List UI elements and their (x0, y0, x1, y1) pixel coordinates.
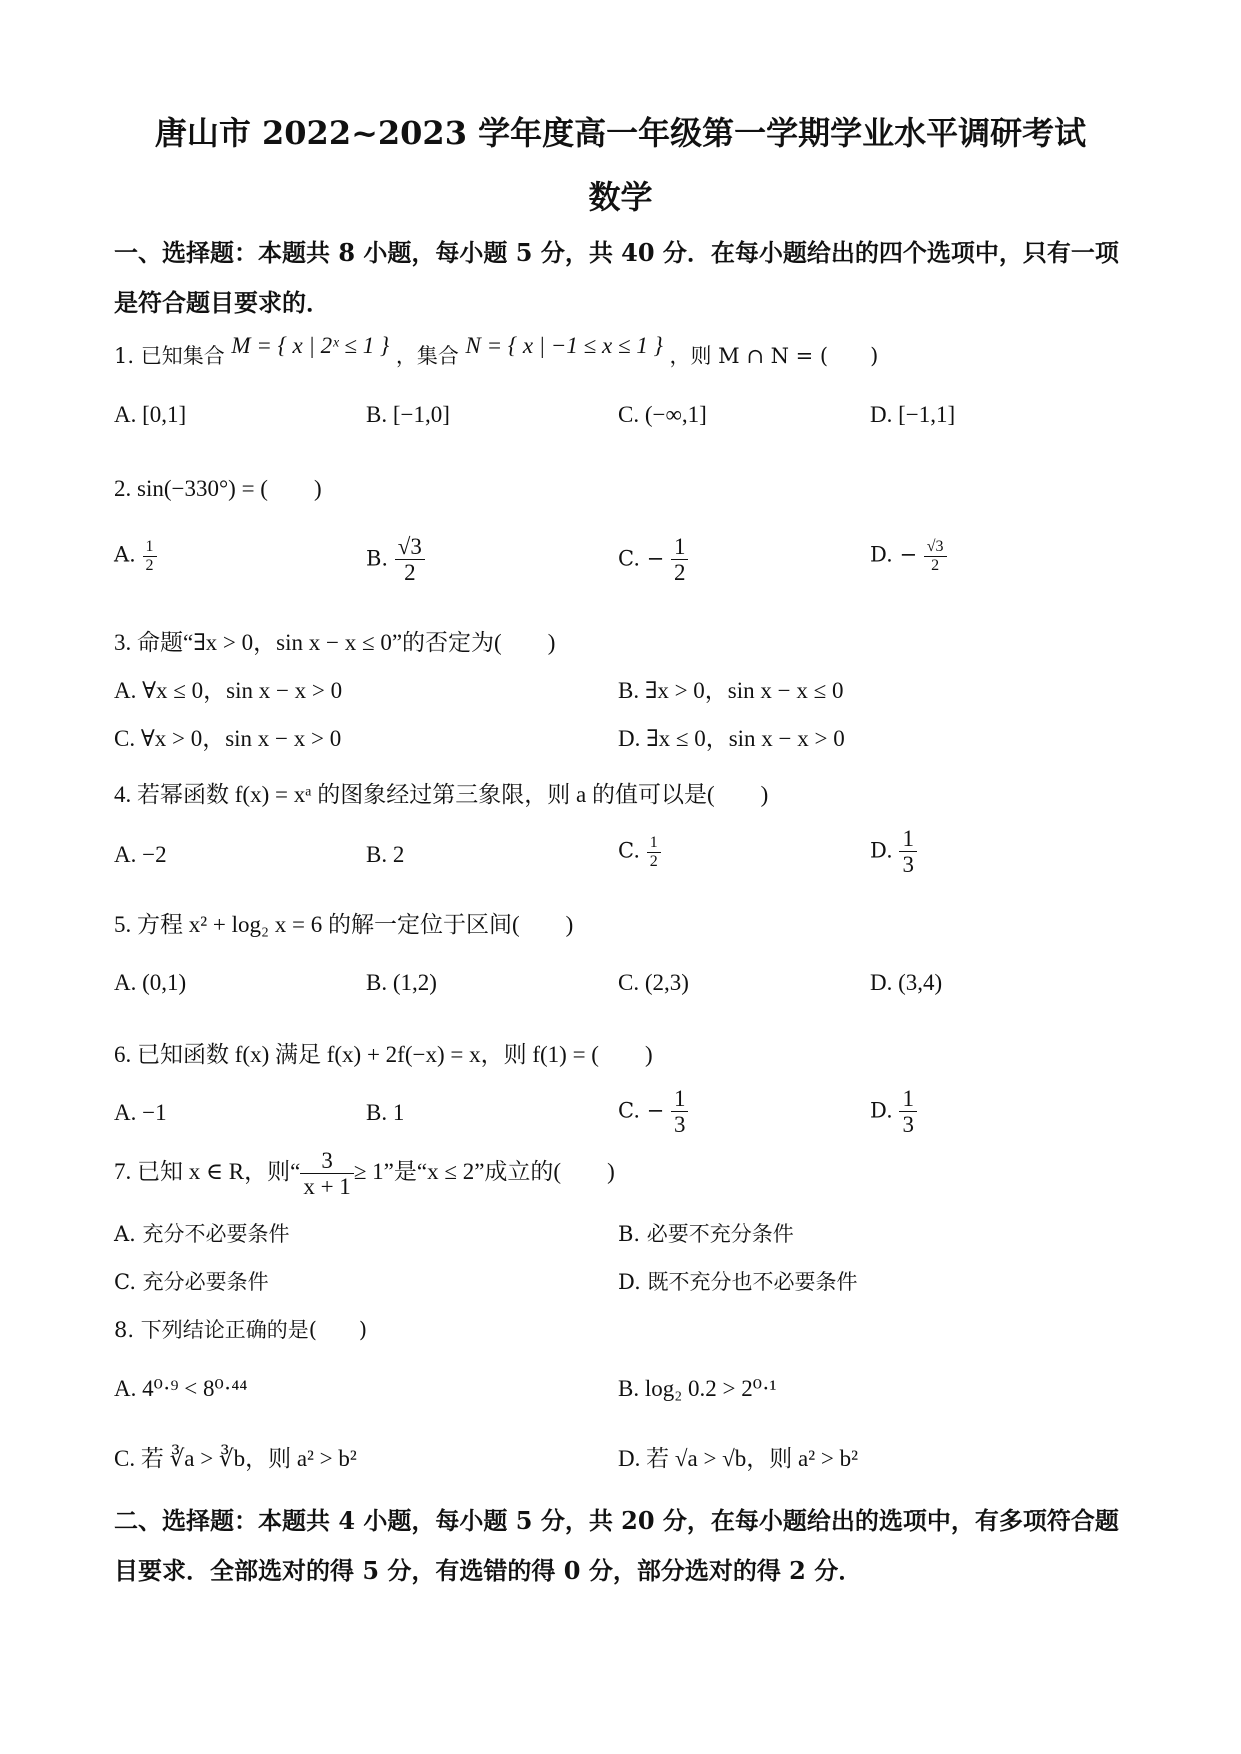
section1-line1: 一、选择题：本题共 8 小题，每小题 5 分，共 40 分．在每小题给出的四个选项中，只有一项 (114, 238, 1119, 267)
q5-option-d: D. (3,4) (870, 970, 943, 995)
q7-option-d: D. 既不充分也不必要条件 (618, 1270, 858, 1294)
q7-denominator: x + 1 (303, 1174, 351, 1200)
q1-text-b: ，集合 (395, 344, 459, 368)
question-6: 6. 已知函数 f(x) 满足 f(x) + 2f(−x) = x，则 f(1) = ( ) (114, 1042, 653, 1067)
q7-numerator: 3 (300, 1148, 353, 1174)
exam-subject: 数学 (588, 178, 653, 216)
q2-option-d (870, 538, 947, 574)
q5-option-a: A. (0,1) (114, 970, 187, 995)
question-2: 2. sin(−330°) = ( ) (114, 476, 322, 501)
section1-heading (114, 228, 1134, 328)
section2-line1: 二、选择题：本题共 4 小题，每小题 5 分，共 20 分，在每小题给出的选项中，有多项符合题 (114, 1506, 1119, 1535)
q2-a-label: A. (114, 542, 136, 567)
question-7 (114, 1148, 615, 1200)
question-8: 8. 下列结论正确的是( ) (114, 1318, 368, 1342)
q1-text-c: ，则 M ∩ N = ( ) (669, 344, 879, 368)
q7-option-b: B. 必要不充分条件 (618, 1222, 794, 1246)
q2-b-denominator: 2 (404, 560, 416, 586)
q6-option-c (618, 1086, 688, 1138)
exam-title: 唐山市 2022~2023 学年度高一年级第一学期学业水平调研考试 (154, 114, 1087, 152)
q1-option-c: C. (−∞,1] (618, 402, 707, 427)
q4-c-label: C. (618, 838, 640, 863)
section1-line2: 是符合题目要求的． (114, 288, 330, 317)
q4-option-b: B. 2 (366, 842, 405, 867)
q2-d-denominator: 2 (931, 556, 940, 574)
q2-c-label: C. − (618, 546, 665, 571)
q6-option-d (870, 1086, 917, 1138)
question-3: 3. 命题“∃x > 0，sin x − x ≤ 0”的否定为( ) (114, 630, 556, 655)
q4-option-c (618, 834, 661, 870)
section2-line2: 目要求．全部选对的得 5 分，有选错的得 0 分，部分选对的得 2 分． (114, 1556, 863, 1585)
q2-d-numerator: √3 (924, 538, 947, 557)
q8-option-a: A. 4⁰·⁹ < 8⁰·⁴⁴ (114, 1376, 248, 1401)
q4-c-denominator: 2 (649, 852, 658, 870)
q6-c-label: C. − (618, 1098, 665, 1123)
q2-option-c (618, 534, 688, 586)
q6-c-numerator: 1 (671, 1086, 689, 1112)
q7-option-a: A. 充分不必要条件 (114, 1222, 290, 1246)
q2-option-b (366, 534, 425, 586)
q1-set-m: M = { x | 2ˣ ≤ 1 } (231, 333, 390, 358)
q5-option-c: C. (2,3) (618, 970, 689, 995)
q7-text-b: ≥ 1”是“x ≤ 2”成立的( ) (353, 1159, 615, 1185)
q4-option-d (870, 826, 917, 878)
q6-d-numerator: 1 (899, 1086, 917, 1112)
q7-option-c: C. 充分必要条件 (114, 1270, 269, 1294)
q2-option-a (114, 538, 157, 574)
q3-option-d: D. ∃x ≤ 0，sin x − x > 0 (618, 726, 845, 751)
q3-option-b: B. ∃x > 0，sin x − x ≤ 0 (618, 678, 844, 703)
q6-option-a: A. −1 (114, 1100, 167, 1125)
q4-d-denominator: 3 (902, 852, 914, 878)
q7-text-a: 7. 已知 x ∈ R，则“ (114, 1159, 301, 1185)
q6-d-denominator: 3 (902, 1112, 914, 1138)
q3-option-c: C. ∀x > 0，sin x − x > 0 (114, 726, 342, 751)
q1-option-d: D. [−1,1] (870, 402, 956, 427)
q4-option-a: A. −2 (114, 842, 167, 867)
question-1 (114, 333, 879, 370)
q1-option-a: A. [0,1] (114, 402, 187, 427)
section2-heading (114, 1496, 1134, 1596)
q1-number: 1. (114, 344, 135, 368)
q4-d-label: D. (870, 838, 893, 863)
q2-a-denominator: 2 (145, 556, 154, 574)
q2-b-label: B. (366, 546, 389, 571)
question-5: 5. 方程 x² + log₂ x = 6 的解一定位于区间( ) (114, 912, 574, 937)
question-4: 4. 若幂函数 f(x) = xᵃ 的图象经过第三象限，则 a 的值可以是( ) (114, 782, 769, 807)
q1-set-n: N = { x | −1 ≤ x ≤ 1 } (465, 333, 663, 358)
q6-option-b: B. 1 (366, 1100, 405, 1125)
q4-c-numerator: 1 (647, 834, 661, 853)
q8-option-b: B. log₂ 0.2 > 2⁰·¹ (618, 1376, 777, 1401)
q2-b-numerator: √3 (395, 534, 425, 560)
q8-option-d: D. 若 √a > √b，则 a² > b² (618, 1446, 859, 1471)
q6-c-denominator: 3 (673, 1112, 686, 1138)
q2-c-numerator: 1 (671, 534, 689, 560)
q8-option-c: C. 若 ∛a > ∛b，则 a² > b² (114, 1446, 357, 1471)
q1-option-b: B. [−1,0] (366, 402, 450, 427)
q1-text-a: 已知集合 (140, 344, 225, 368)
q2-a-numerator: 1 (143, 538, 157, 557)
q2-c-denominator: 2 (673, 560, 686, 586)
q4-d-numerator: 1 (899, 826, 917, 852)
q2-d-label: D. − (870, 542, 918, 567)
q6-d-label: D. (870, 1098, 893, 1123)
q5-option-b: B. (1,2) (366, 970, 437, 995)
q3-option-a: A. ∀x ≤ 0，sin x − x > 0 (114, 678, 343, 703)
